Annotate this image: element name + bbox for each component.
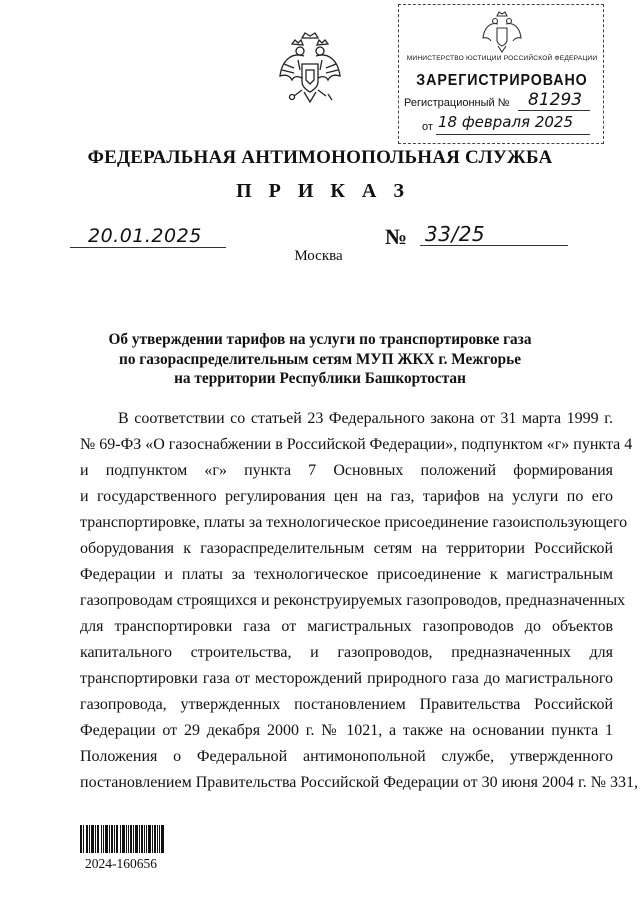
number-underline (420, 245, 568, 246)
barcode (80, 825, 164, 853)
stamp-date-underline (436, 134, 590, 135)
body-line: оборудования к газораспределительным сетям на территории Российской (80, 540, 613, 557)
order-number-sign: № (385, 224, 408, 249)
document-type-title: П Р И К А З (236, 180, 410, 202)
body-line: № 69-ФЗ «О газоснабжении в Российской Федерации», подпунктом «г» пункта 4 (80, 436, 633, 453)
body-line: транспортировки газа от месторождений природного газа до магистрального (80, 670, 613, 687)
order-number: 33/25 (425, 222, 486, 246)
body-line: Положения о Федеральной антимонопольной службе, утвержденного (80, 748, 613, 765)
body-line: постановлением Правительства Российской Федерации от 30 июня 2004 г. № 331, (80, 774, 639, 791)
body-line: В соответствии со статьей 23 Федерального закона от 31 марта 1999 г. (118, 410, 613, 427)
stamp-emblem-icon (478, 10, 526, 54)
agency-name: ФЕДЕРАЛЬНАЯ АНТИМОНОПОЛЬНАЯ СЛУЖБА (87, 147, 553, 168)
stamp-registered-label: ЗАРЕГИСТРИРОВАНО (416, 72, 588, 89)
body-line: капитального строительства, и газопроводов, предназначенных для (80, 644, 613, 661)
body-line: Федерации от 29 декабря 2000 г. № 1021, а также на основании пункта 1 (80, 722, 613, 739)
stamp-ministry-name: МИНИСТЕРСТВО ЮСТИЦИИ РОССИЙСКОЙ ФЕДЕРАЦИИ (406, 55, 598, 62)
subject-line: на территории Республики Башкортостан (174, 370, 466, 387)
coat-of-arms-emblem (272, 30, 348, 110)
stamp-registration-date: 18 февраля 2025 (438, 113, 574, 131)
stamp-registration-label: Регистрационный № (404, 97, 510, 109)
body-line: Федерации и платы за технологическое присоединение к магистральным (80, 566, 613, 583)
subject-line: по газораспределительным сетям МУП ЖКХ г. Межгорье (119, 350, 521, 368)
stamp-number-underline (518, 110, 590, 111)
body-line: газопровода, утвержденных постановлением Правительства Российской (80, 696, 613, 713)
body-line: и подпунктом «г» пункта 7 Основных положений формирования (80, 462, 613, 479)
body-line: газопроводам строящихся и реконструируемых газопроводов, предназначенных (80, 592, 626, 609)
city: Москва (294, 248, 343, 264)
stamp-from-label: от (422, 121, 433, 133)
body-line: для транспортировки газа от магистральных газопроводов до объектов (80, 618, 613, 635)
stamp-registration-number: 81293 (528, 90, 583, 110)
subject-line: Об утверждении тарифов на услуги по транспортировке газа (108, 331, 532, 348)
body-line: транспортировке, платы за технологическое присоединение газоиспользующего (80, 514, 628, 531)
order-subject (80, 330, 560, 389)
order-date: 20.01.2025 (88, 225, 202, 247)
body-line: и государственного регулирования цен на газ, тарифов на услуги по его (80, 488, 613, 505)
document-id: 2024-160656 (85, 856, 157, 871)
